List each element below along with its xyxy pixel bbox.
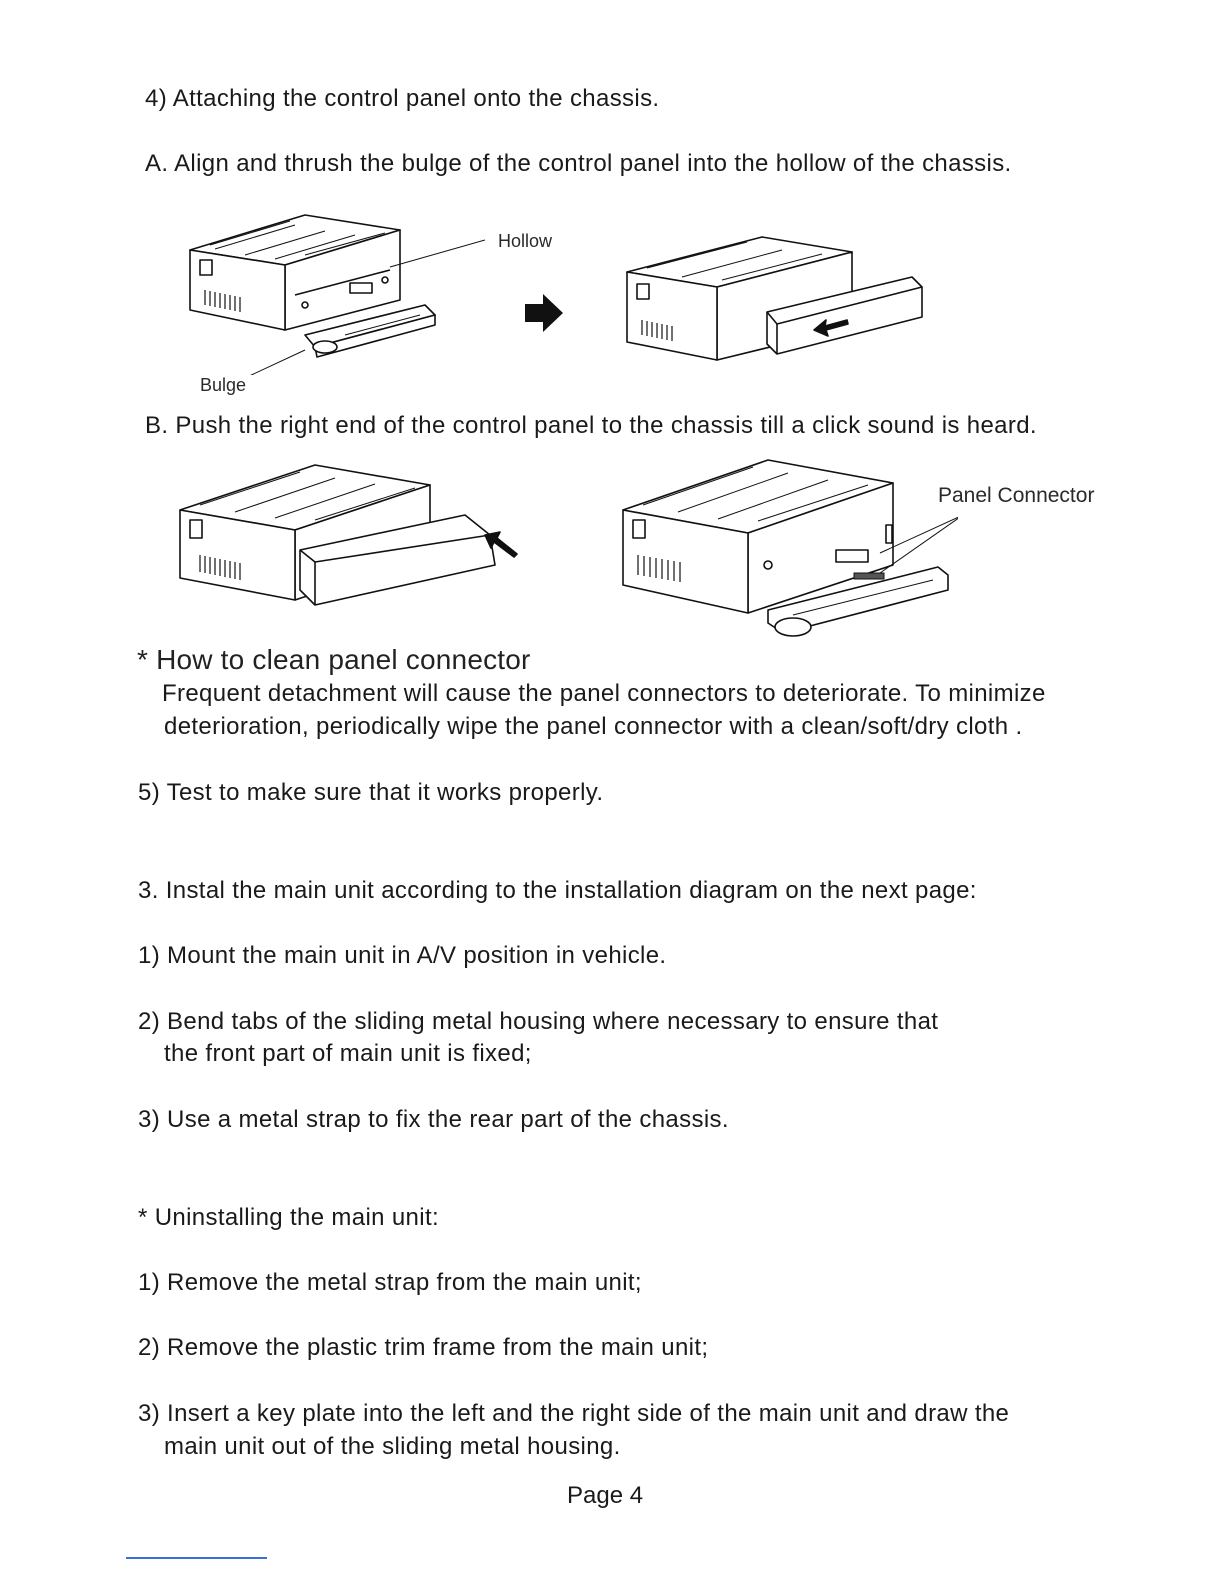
right-arrow-icon [523,292,565,334]
step4-heading: 4) Attaching the control panel onto the chassis. [145,85,660,112]
install-heading: 3. Instal the main unit according to the installation diagram on the next page: [138,877,977,904]
clean-line-2: deterioration, periodically wipe the panel connector with a clean/soft/dry cloth . [164,713,1023,740]
footer-divider [126,1557,267,1559]
uninstall-item-2: 2) Remove the plastic trim frame from the main unit; [138,1334,709,1361]
install-item-1: 1) Mount the main unit in A/V position in vehicle. [138,942,667,969]
install-item-2-line-1: 2) Bend tabs of the sliding metal housing where necessary to ensure that [138,1008,939,1035]
uninstall-item-3-line-2: main unit out of the sliding metal housing. [164,1433,621,1460]
install-item-2-line-2: the front part of main unit is fixed; [164,1040,532,1067]
clean-heading: * How to clean panel connector [137,644,531,675]
step4-step-b: B. Push the right end of the control panel to the chassis till a click sound is heard. [145,412,1037,439]
figure-b-push-panel [175,460,525,610]
uninstall-heading: * Uninstalling the main unit: [138,1204,439,1231]
label-panel-connector: Panel Connector [938,484,1095,507]
page-number: Page 4 [567,1482,644,1509]
uninstall-item-1: 1) Remove the metal strap from the main unit; [138,1269,642,1296]
figure-a-chassis-attached [622,232,932,372]
clean-line-1: Frequent detachment will cause the panel connectors to deteriorate. To minimize [162,680,1046,707]
step5-text: 5) Test to make sure that it works properly. [138,779,604,806]
label-hollow: Hollow [498,231,553,251]
figure-b-panel-connector [618,455,958,650]
figure-a-chassis-detached [185,205,485,375]
install-item-3: 3) Use a metal strap to fix the rear part of the chassis. [138,1106,729,1133]
label-bulge: Bulge [200,375,247,395]
step4-step-a: A. Align and thrush the bulge of the control panel into the hollow of the chassis. [145,150,1012,177]
uninstall-item-3-line-1: 3) Insert a key plate into the left and the right side of the main unit and draw the [138,1400,1010,1427]
